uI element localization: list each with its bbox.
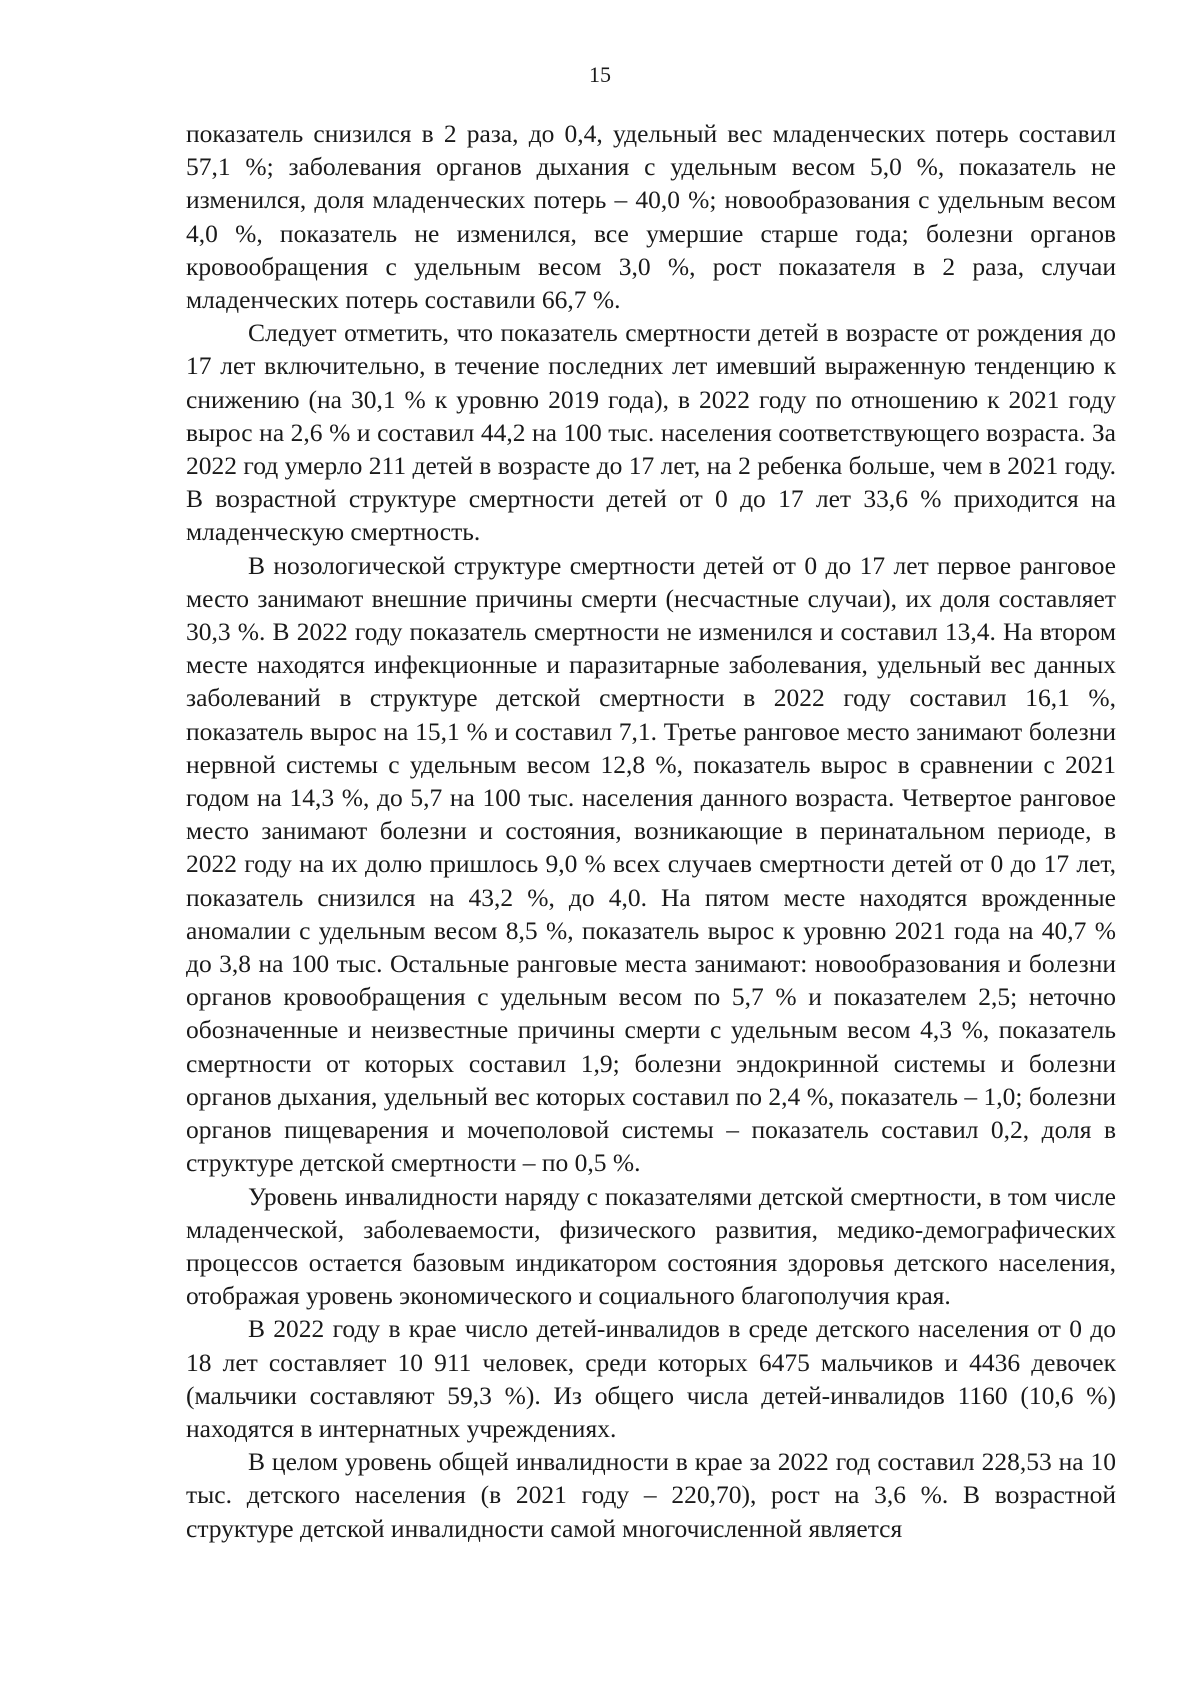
page-number: 15 — [589, 62, 611, 87]
paragraph: Уровень инвалидности наряду с показателями детской смертности, в том числе младенческой, заболеваемости, физического развития, медико-демографических процессов остается базовым индикатором состояния здоровья детского населения, отображая уровень экономического и социального благополучия края. — [186, 1181, 1116, 1311]
paragraph: В нозологической структуре смертности детей от 0 до 17 лет первое ранговое место занимают внешние причины смерти (несчастные случаи), их доля составляет 30,3 %. В 2022 году показатель смертности не изменился и составил 13,4. На втором месте находятся инфекционные и паразитарные заболевания, удельный вес данных заболеваний в структуре детской смертности в 2022 году составил 16,1 %, показатель вырос на 15,1 % и составил 7,1. Третье ранговое место занимают болезни нервной системы с удельным весом 12,8 %, показатель вырос в сравнении с 2021 годом на 14,3 %, до 5,7 на 100 тыс. населения данного возраста. Четвертое ранговое место занимают болезни и состояния, возникающие в перинатальном периоде, в 2022 году на их долю пришлось 9,0 % всех случаев смертности детей от 0 до 17 лет, показатель снизился на 43,2 %, до 4,0. На пятом месте находятся врожденные аномалии с удельным весом 8,5 %, показатель вырос к уровню 2021 года на 40,7 % до 3,8 на 100 тыс. Остальные ранговые места занимают: новообразования и болезни органов кровообращения с удельным весом по 5,7 % и показателем 2,5; неточно обозначенные и неизвестные причины смерти с удельным весом 4,3 %, показатель смертности от которых составил 1,9; болезни эндокринной системы и болезни органов дыхания, удельный вес которых составил по 2,4 %, показатель – 1,0; болезни органов пищеварения и мочеполовой системы – показатель составил 0,2, доля в структуре детской смертности – по 0,5 %. — [186, 550, 1116, 1178]
paragraph: Следует отметить, что показатель смертности детей в возрасте от рождения до 17 лет включительно, в течение последних лет имевший выраженную тенденцию к снижению (на 30,1 % к уровню 2019 года), в 2022 году по отношению к 2021 году вырос на 2,6 % и составил 44,2 на 100 тыс. населения соответствующего возраста. За 2022 год умерло 211 детей в возрасте до 17 лет, на 2 ребенка больше, чем в 2021 году. В возрастной структуре смертности детей от 0 до 17 лет 33,6 % приходится на младенческую смертность. — [186, 318, 1116, 547]
paragraph: показатель снизился в 2 раза, до 0,4, удельный вес младенческих потерь составил 57,1 %; заболевания органов дыхания с удельным весом 5,0 %, показатель не изменился, доля младенческих потерь – 40,0 %; новообразования с удельным весом 4,0 %, показатель не изменился, все умершие старше года; болезни органов кровообращения с удельным весом 3,0 %, рост показателя в 2 раза, случаи младенческих потерь составили 66,7 %. — [186, 119, 1116, 315]
paragraph: В целом уровень общей инвалидности в крае за 2022 год составил 228,53 на 10 тыс. детского населения (в 2021 году – 220,70), рост на 3,6 %. В возрастной структуре детской инвалидности самой многочисленной является — [186, 1447, 1116, 1543]
body-text — [186, 117, 1116, 1545]
paragraph: В 2022 году в крае число детей-инвалидов в среде детского населения от 0 до 18 лет составляет 10 911 человек, среди которых 6475 мальчиков и 4436 девочек (мальчики составляют 59,3 %). Из общего числа детей-инвалидов 1160 (10,6 %) находятся в интернатных учреждениях. — [186, 1314, 1116, 1443]
